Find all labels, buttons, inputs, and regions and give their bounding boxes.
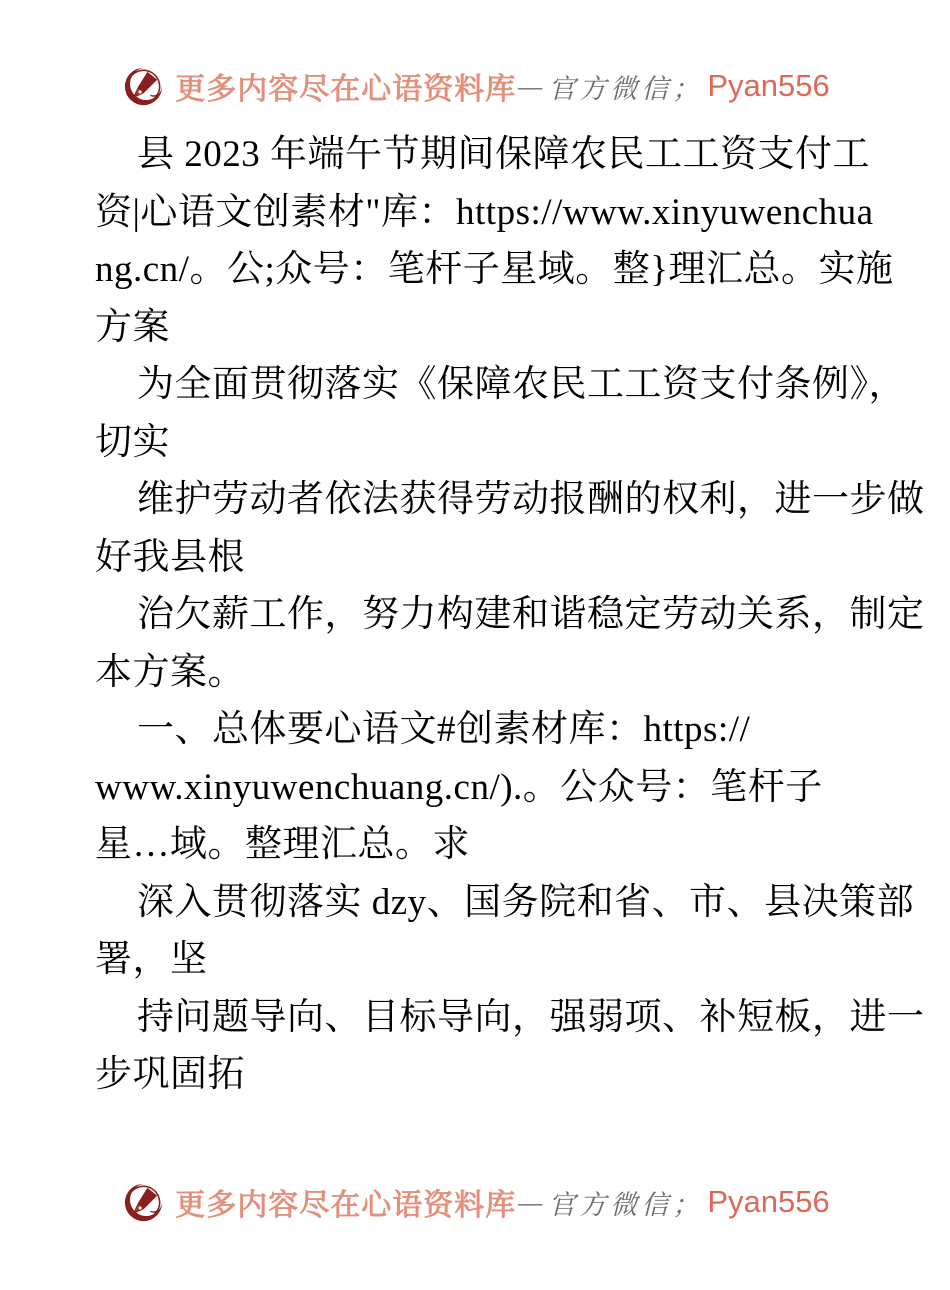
watermark-brand-text: 更多内容尽在心语资料库 (175, 73, 517, 106)
text-line: 署，坚 (95, 939, 208, 980)
text-line: ng.cn/。公;众号：笔杆子星域。整}理汇总。实施 (95, 249, 894, 290)
text-line: 持问题导向、目标导向，强弱项、补短板，进一 (137, 996, 925, 1038)
pen-nib-circle-icon (120, 63, 167, 110)
watermark-wechat-id: Pyan556 (707, 68, 830, 103)
pen-nib-circle-icon (120, 1179, 167, 1226)
footer-watermark (0, 1176, 950, 1228)
text-line: 为全面贯彻落实《保障农民工工资支付条例》， (137, 364, 906, 405)
text-line: 一、总体要心语文#创素材库：https:// (137, 709, 751, 750)
text-line: 步巩固拓 (95, 1054, 245, 1095)
text-line: 维护劳动者依法获得劳动报酬的权利，进一步做 (137, 479, 925, 520)
text-line: www.xinyuwenchuang.cn/).。公众号：笔杆子 (95, 766, 823, 808)
watermark-wechat-id: Pyan556 (707, 1184, 830, 1219)
text-line: 治欠薪工作，努力构建和谐稳定劳动关系，制定 (137, 594, 925, 635)
header-watermark (0, 60, 950, 112)
watermark-brand-text: 更多内容尽在心语资料库 (175, 1189, 517, 1222)
text-line: 好我县根 (95, 536, 245, 578)
text-line: 切实 (95, 421, 170, 463)
watermark-dash: — (518, 70, 547, 101)
text-line: 本方案。 (95, 651, 245, 693)
text-line: 资|心语文创素材"库：https://www.xinyuwenchua (95, 191, 874, 233)
text-line: 县 2023 年端午节期间保障农民工工资支付工 (137, 134, 870, 175)
document-body (95, 126, 925, 1104)
watermark-wechat-label: 官方微信； (548, 1189, 704, 1220)
text-line: 星…域。整理汇总。求 (95, 824, 470, 865)
watermark-wechat-label: 官方微信； (548, 73, 704, 104)
text-line: 方案 (95, 306, 170, 348)
watermark-dash: — (518, 1186, 547, 1217)
text-line: 深入贯彻落实 dzy、国务院和省、市、县决策部 (137, 881, 915, 923)
